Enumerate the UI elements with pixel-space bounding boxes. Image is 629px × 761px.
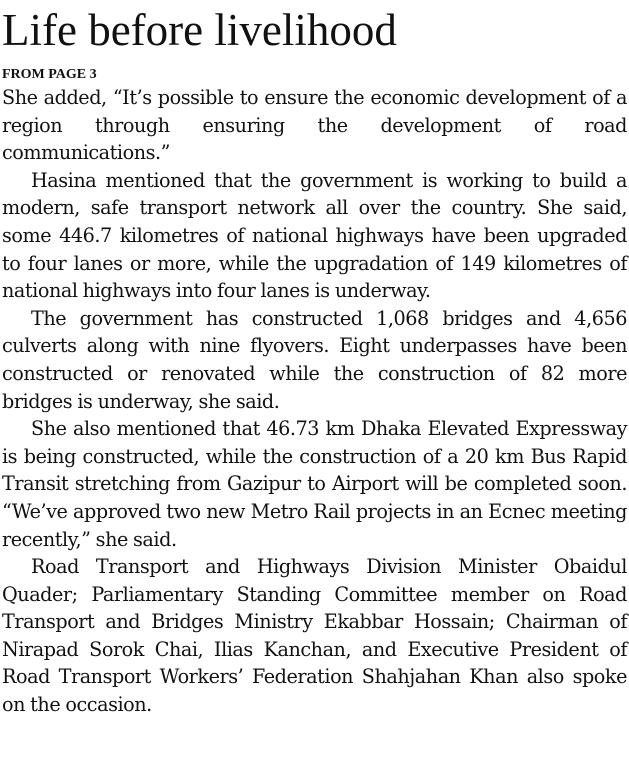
jump-line: FROM PAGE 3	[2, 67, 97, 82]
paragraph-1: She added, “It’s possible to ensure the economic development of a region through ensuring the development of road communications.”	[2, 86, 627, 165]
paragraph-4: She also mentioned that 46.73 km Dhaka Elevated Expressway is being constructed, while the construction of a 20 km Bus Rapid Transit stretching from Gazipur to Airport will be completed soon. “We’ve approved two new Metro Rail projects in an Ecnec meeting recently,” she said.	[2, 417, 627, 551]
paragraph-3: The government has constructed 1,068 bridges and 4,656 culverts along with nine flyovers. Eight underpasses have been constructed or renovated while the construction of 82 more bridges is underway, she said.	[2, 306, 627, 413]
paragraph-2: Hasina mentioned that the government is working to build a modern, safe transport network all over the country. She said, some 446.7 kilometres of national highways have been upgraded to four lanes or more, while the upgradation of 149 kilometres of national highways into four lanes is underway.	[2, 168, 627, 303]
article-body	[2, 84, 627, 719]
article-headline: Life before livelihood	[2, 5, 397, 55]
paragraph-5: Road Transport and Highways Division Minister Obaidul Quader; Parliamentary Standing Committee member on Road Transport and Bridges Ministry Ekabbar Hossain; Chairman of Nirapad Sorok Chai, Ilias Kanchan, and Executive President of Road Transport Workers’ Federation Shahjahan Khan also spoke on the occasion.	[2, 555, 627, 717]
